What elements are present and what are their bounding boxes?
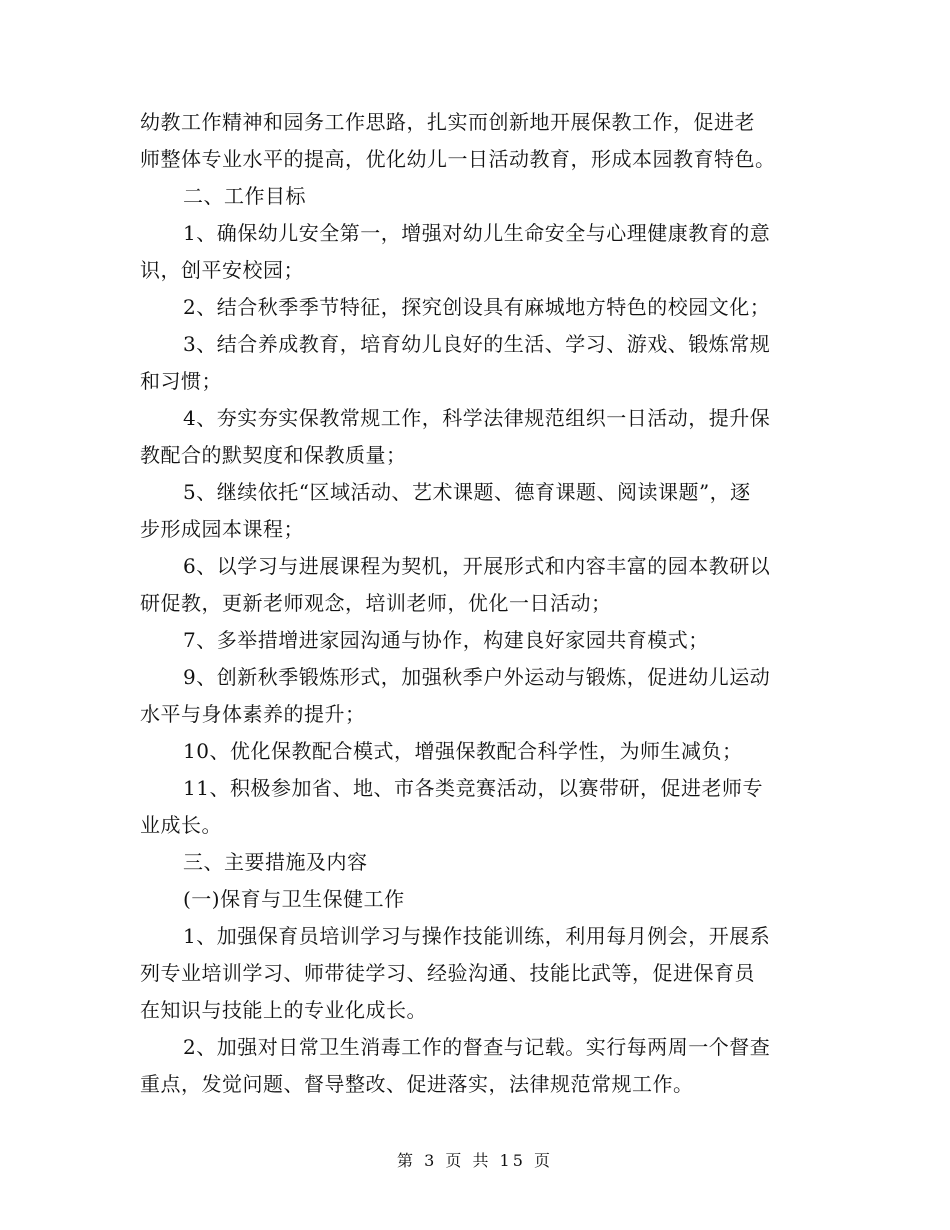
text-line: 师整体专业水平的提高，优化幼儿一日活动教育，形成本园教育特色。 — [140, 147, 776, 171]
text-line: (一)保育与卫生保健工作 — [183, 887, 405, 911]
text-line: 6、以学习与进展课程为契机，开展形式和内容丰富的园本教研以 — [183, 554, 771, 578]
text-line: 教配合的默契度和保教质量； — [140, 443, 407, 467]
text-line: 步形成园本课程； — [140, 517, 304, 541]
text-line: 幼教工作精神和园务工作思路，扎实而创新地开展保教工作，促进老 — [140, 110, 755, 134]
text-line: 11、积极参加省、地、市各类竞赛活动，以赛带研，促进老师专 — [183, 776, 763, 800]
text-line: 二、工作目标 — [183, 184, 306, 208]
text-line: 1、确保幼儿安全第一，增强对幼儿生命安全与心理健康教育的意 — [183, 221, 771, 245]
text-line: 识，创平安校园； — [140, 258, 304, 282]
text-line: 7、多举措增进家园沟通与协作，构建良好家园共育模式； — [183, 628, 709, 652]
text-line: 和习惯； — [140, 369, 222, 393]
text-line: 列专业培训学习、师带徒学习、经验沟通、技能比武等，促进保育员 — [140, 961, 755, 985]
text-line: 3、结合养成教育，培育幼儿良好的生活、学习、游戏、锻炼常规 — [183, 332, 771, 356]
text-line: 1、加强保育员培训学习与操作技能训练，利用每月例会，开展系 — [183, 924, 771, 948]
text-line: 2、结合秋季季节特征，探究创设具有麻城地方特色的校园文化； — [183, 295, 771, 319]
text-line: 在知识与技能上的专业化成长。 — [140, 998, 427, 1022]
text-line: 水平与身体素养的提升； — [140, 702, 366, 726]
text-line: 2、加强对日常卫生消毒工作的督查与记载。实行每两周一个督查 — [183, 1035, 771, 1059]
text-line: 9、创新秋季锻炼形式，加强秋季户外运动与锻炼，促进幼儿运动 — [183, 665, 771, 689]
text-line: 重点，发觉问题、督导整改、促进落实，法律规范常规工作。 — [140, 1072, 694, 1096]
text-line: 10、优化保教配合模式，增强保教配合科学性，为师生减负； — [183, 739, 743, 763]
text-line: 业成长。 — [140, 813, 222, 837]
text-line: 4、夯实夯实保教常规工作，科学法律规范组织一日活动，提升保 — [183, 406, 771, 430]
text-line: 5、继续依托“区域活动、艺术课题、德育课题、阅读课题”，逐 — [183, 480, 751, 504]
text-line: 三、主要措施及内容 — [183, 850, 368, 874]
page-footer: 第 3 页 共 15 页 — [397, 1151, 553, 1170]
document-body — [140, 104, 810, 1103]
text-line: 研促教，更新老师观念，培训老师，优化一日活动； — [140, 591, 612, 615]
